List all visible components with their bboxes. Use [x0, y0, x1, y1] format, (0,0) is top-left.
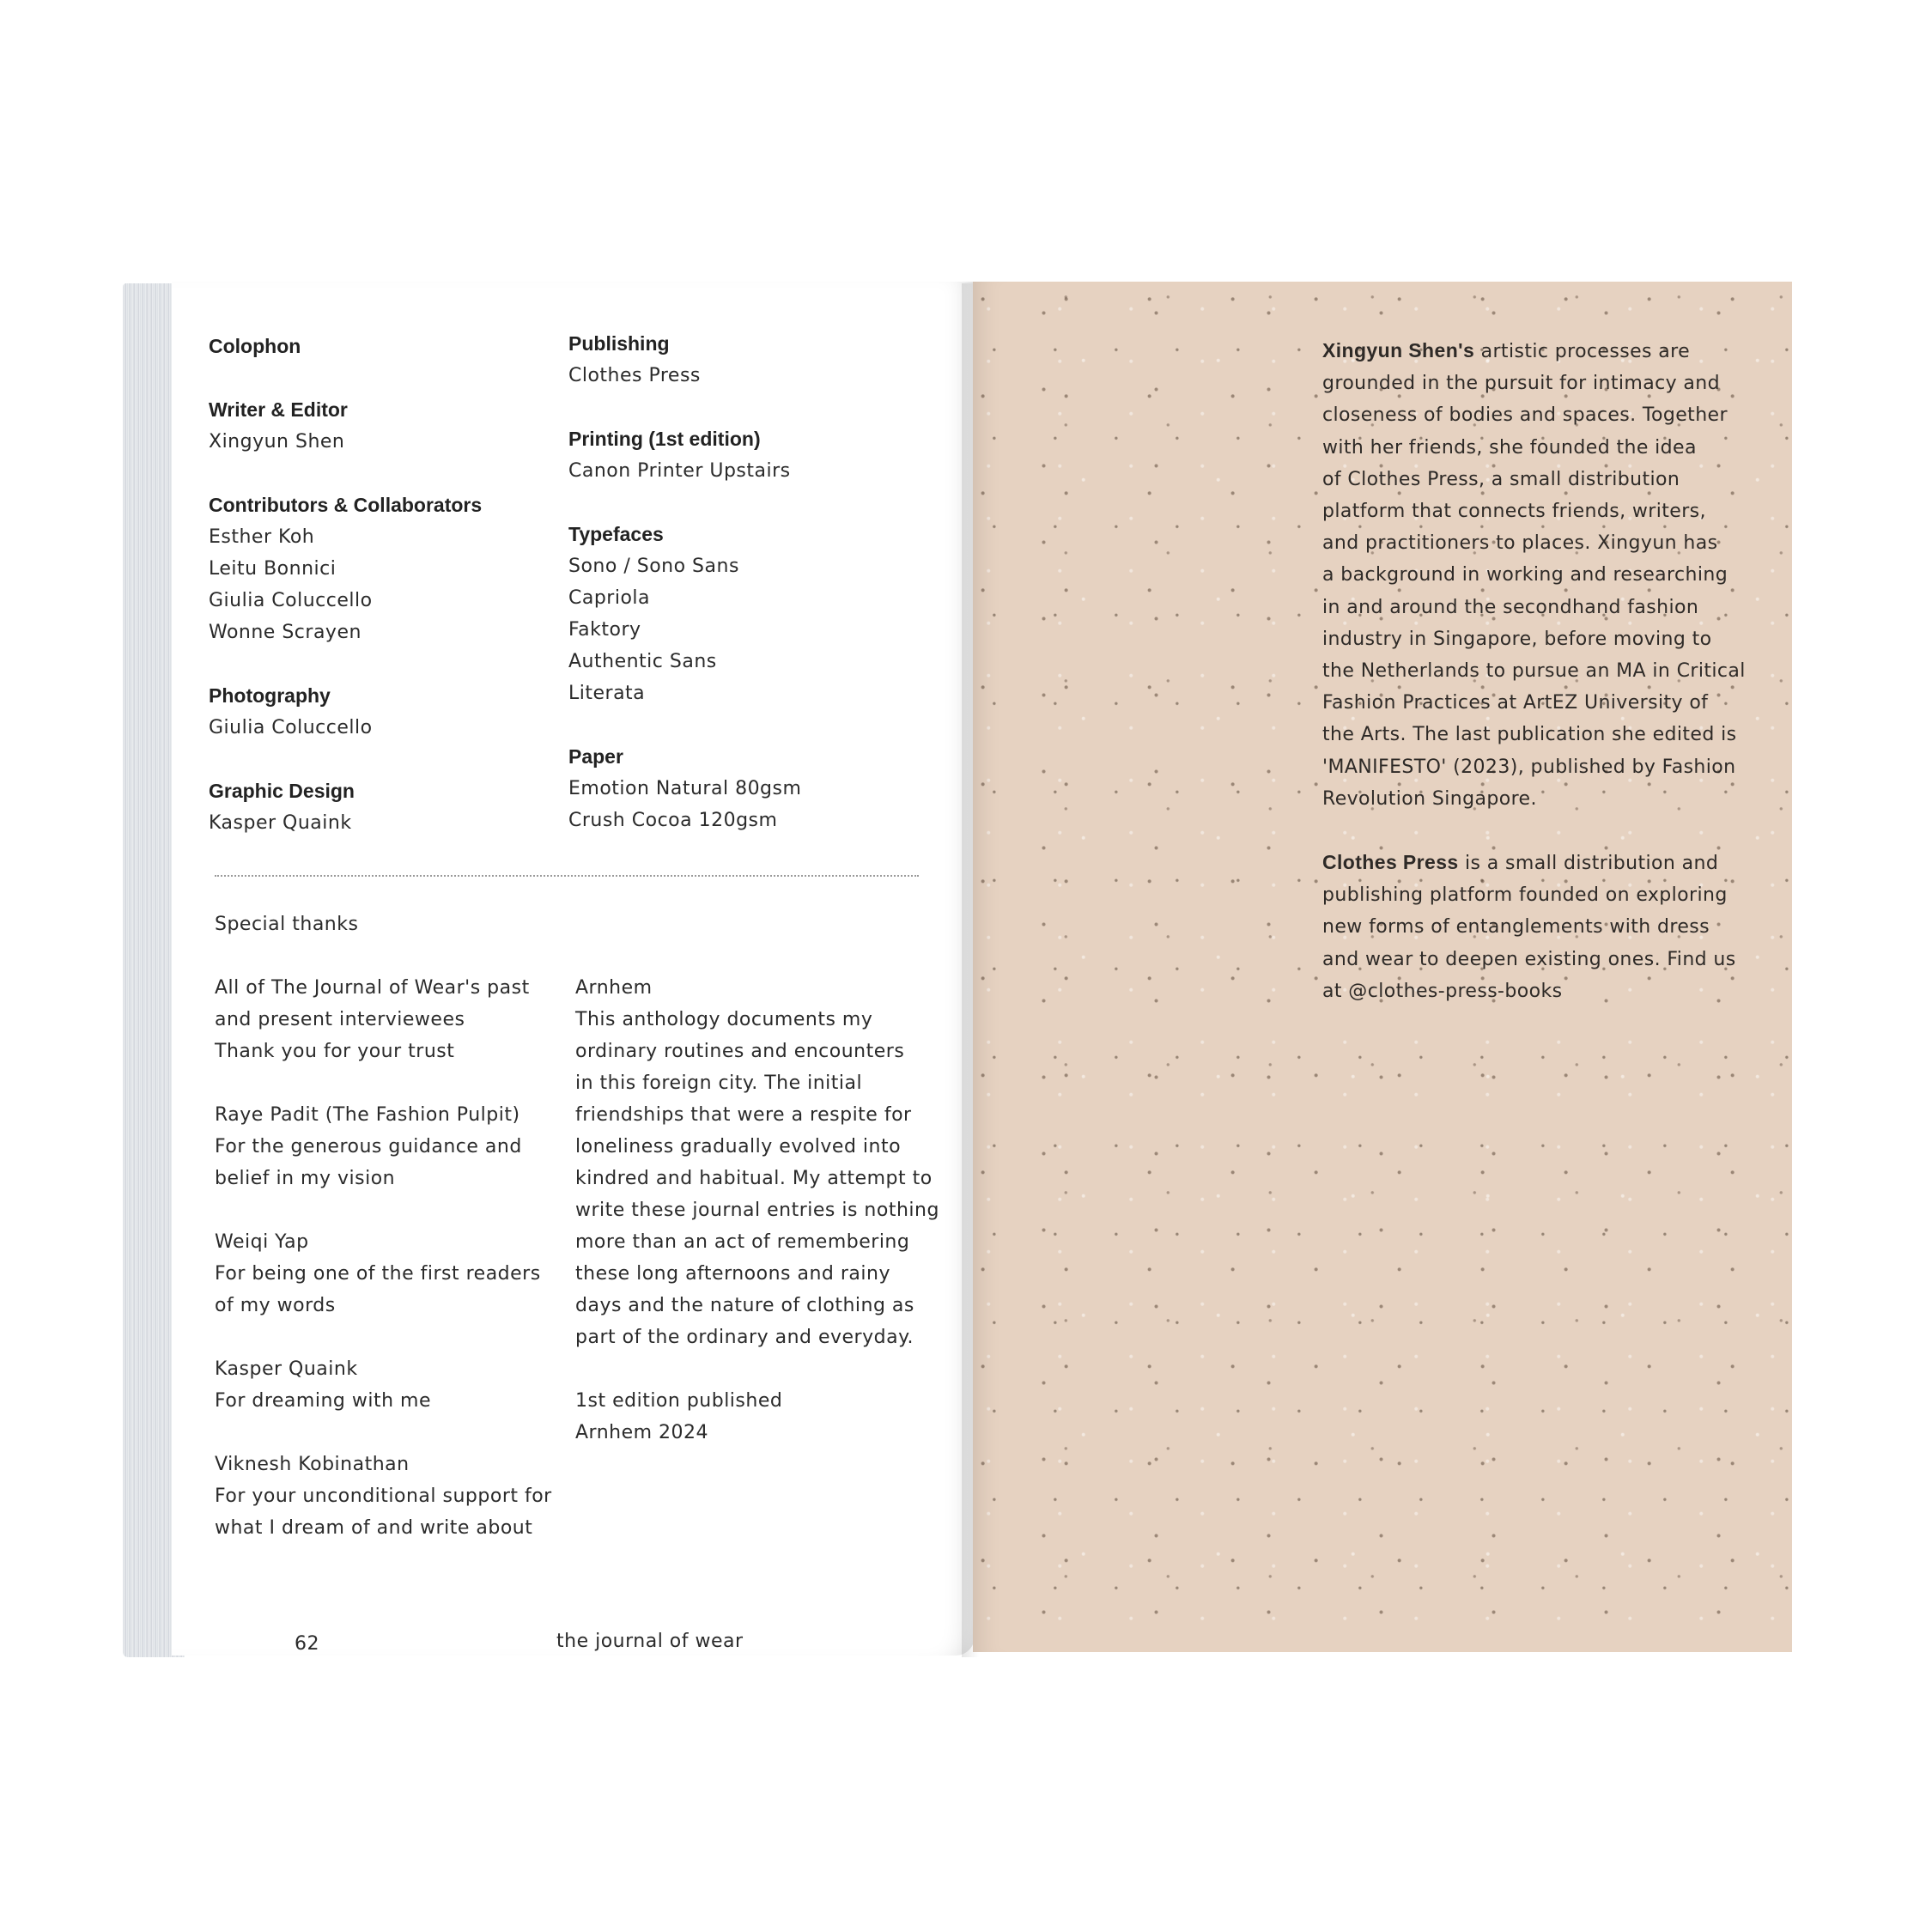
- thanks-line: of my words: [215, 1295, 336, 1316]
- publishing-heading: Publishing: [568, 332, 670, 355]
- typefaces-heading: Typefaces: [568, 523, 664, 545]
- special-thanks-title: Special thanks: [215, 914, 359, 935]
- thanks-line: what I dream of and write about: [215, 1517, 533, 1539]
- arnhem-line: This anthology documents my: [575, 1009, 873, 1030]
- paper-name: Emotion Natural 80gsm: [568, 778, 802, 799]
- arnhem-line: part of the ordinary and everyday.: [575, 1327, 914, 1348]
- bio-line: industry in Singapore, before moving to: [1322, 628, 1712, 650]
- typeface-name: Literata: [568, 683, 646, 704]
- author-bio: [1322, 335, 1746, 1007]
- contributor-name: Esther Koh: [209, 526, 315, 548]
- press-line: new forms of entanglements with dress: [1322, 916, 1710, 939]
- edition-line: Arnhem 2024: [575, 1422, 709, 1443]
- thanks-line: For being one of the first readers: [215, 1263, 541, 1285]
- thanks-line: Raye Padit (The Fashion Pulpit): [215, 1104, 520, 1126]
- typeface-name: Sono / Sono Sans: [568, 556, 739, 577]
- publishing-name: Clothes Press: [568, 365, 701, 386]
- bio-line: Fashion Practices at ArtEZ University of: [1322, 692, 1709, 714]
- bio-line: with her friends, she founded the idea: [1322, 436, 1697, 459]
- press-line: at @clothes-press-books: [1322, 980, 1563, 1002]
- thanks-line: Kasper Quaink: [215, 1358, 358, 1380]
- bio-line: in and around the secondhand fashion: [1322, 596, 1699, 618]
- colophon-column-2: [568, 328, 801, 836]
- thanks-line: All of The Journal of Wear's past: [215, 977, 530, 999]
- colophon-column-1: [209, 331, 482, 839]
- thanks-line: Weiqi Yap: [215, 1231, 309, 1253]
- author-name: Xingyun Shen's: [1322, 339, 1475, 361]
- writer-editor-name: Xingyun Shen: [209, 431, 345, 453]
- arnhem-line: friendships that were a respite for: [575, 1104, 912, 1126]
- arnhem-line: ordinary routines and encounters: [575, 1041, 905, 1062]
- graphic-design-name: Kasper Quaink: [209, 812, 352, 834]
- graphic-design-heading: Graphic Design: [209, 780, 355, 802]
- bio-line: the Netherlands to pursue an MA in Critical: [1322, 660, 1746, 683]
- typeface-name: Authentic Sans: [568, 651, 717, 672]
- contributor-name: Wonne Scrayen: [209, 622, 361, 643]
- arnhem-column: [575, 972, 939, 1449]
- press-line: publishing platform founded on exploring: [1322, 884, 1728, 907]
- bio-line: 'MANIFESTO' (2023), published by Fashion: [1322, 756, 1736, 778]
- bio-line: grounded in the pursuit for intimacy and: [1322, 373, 1721, 395]
- thanks-line: Viknesh Kobinathan: [215, 1454, 410, 1475]
- photography-heading: Photography: [209, 684, 331, 707]
- special-thanks-column: [215, 908, 552, 1544]
- arnhem-line: in this foreign city. The initial: [575, 1072, 863, 1094]
- arnhem-line: loneliness gradually evolved into: [575, 1136, 902, 1157]
- bio-line: closeness of bodies and spaces. Together: [1322, 404, 1728, 427]
- bio-line: and practitioners to places. Xingyun has: [1322, 532, 1718, 555]
- arnhem-line: more than an act of remembering: [575, 1231, 910, 1253]
- thanks-line: belief in my vision: [215, 1168, 396, 1189]
- colophon-title: Colophon: [209, 335, 301, 357]
- bio-line: Revolution Singapore.: [1322, 787, 1537, 810]
- paper-name: Crush Cocoa 120gsm: [568, 810, 778, 831]
- bio-line: a background in working and researching: [1322, 564, 1728, 586]
- paper-heading: Paper: [568, 745, 623, 768]
- printing-name: Canon Printer Upstairs: [568, 460, 791, 482]
- contributors-heading: Contributors & Collaborators: [209, 494, 483, 516]
- bio-line: artistic processes are: [1474, 341, 1691, 362]
- typeface-name: Capriola: [568, 587, 651, 609]
- bio-line: platform that connects friends, writers,: [1322, 501, 1706, 523]
- running-title: the journal of wear: [556, 1631, 744, 1652]
- dotted-divider: [215, 875, 919, 877]
- thanks-line: Thank you for your trust: [215, 1041, 455, 1062]
- thanks-line: and present interviewees: [215, 1009, 465, 1030]
- typeface-name: Faktory: [568, 619, 641, 641]
- photography-name: Giulia Coluccello: [209, 717, 373, 738]
- press-name: Clothes Press: [1322, 851, 1459, 874]
- press-line: and wear to deepen existing ones. Find us: [1322, 948, 1736, 970]
- arnhem-line: days and the nature of clothing as: [575, 1295, 914, 1316]
- printing-heading: Printing (1st edition): [568, 428, 761, 450]
- bio-line: of Clothes Press, a small distribution: [1322, 468, 1680, 490]
- edition-line: 1st edition published: [575, 1390, 783, 1412]
- bio-line: the Arts. The last publication she edited is: [1322, 724, 1737, 746]
- arnhem-line: kindred and habitual. My attempt to: [575, 1168, 933, 1189]
- writer-editor-heading: Writer & Editor: [209, 398, 348, 421]
- arnhem-line: these long afternoons and rainy: [575, 1263, 890, 1285]
- page-number: 62: [295, 1633, 319, 1655]
- arnhem-line: write these journal entries is nothing: [575, 1200, 939, 1221]
- thanks-line: For the generous guidance and: [215, 1136, 522, 1157]
- contributor-name: Giulia Coluccello: [209, 590, 373, 611]
- contributor-name: Leitu Bonnici: [209, 558, 337, 580]
- arnhem-line: Arnhem: [575, 977, 653, 999]
- thanks-line: For dreaming with me: [215, 1390, 431, 1412]
- press-line: is a small distribution and: [1458, 853, 1719, 875]
- thanks-line: For your unconditional support for: [215, 1485, 552, 1507]
